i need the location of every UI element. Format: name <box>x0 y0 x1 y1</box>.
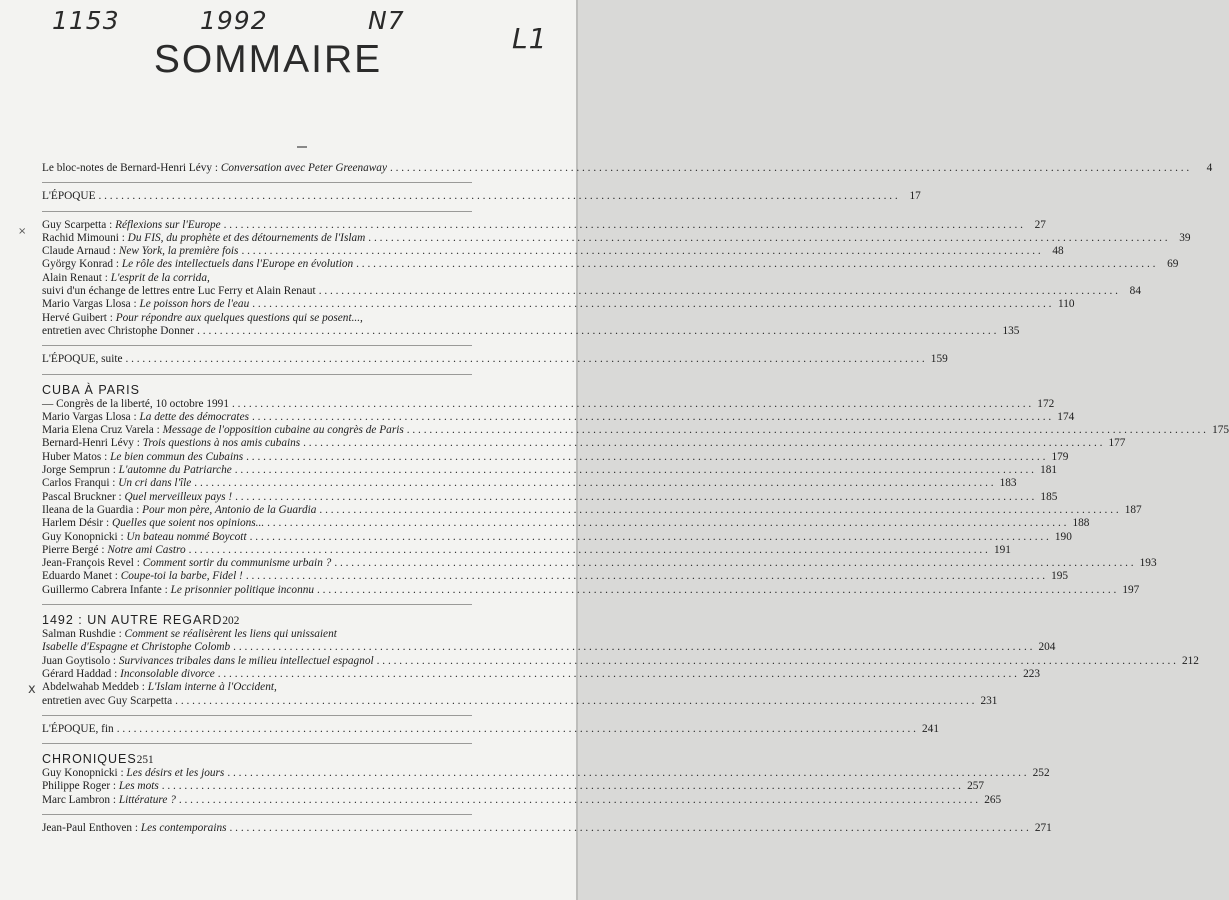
dot-leader <box>125 353 924 366</box>
entry-title: Les désirs et les jours <box>126 767 225 780</box>
entry-text <box>42 258 353 271</box>
dot-leader <box>267 517 1066 530</box>
dot-leader <box>334 557 1133 570</box>
entry-author: Hervé Guibert : <box>42 311 113 324</box>
entry-author: Mario Vargas Llosa : <box>42 410 137 423</box>
page-number: 187 <box>1124 503 1142 516</box>
page-number: 202 <box>222 615 240 628</box>
entry-text <box>42 695 172 708</box>
entry-title: Quel merveilleux pays ! <box>124 490 233 503</box>
entry-author: György Konrad : <box>42 258 119 271</box>
page-number: 159 <box>930 353 948 366</box>
entry-title: Inconsolable divorce <box>120 667 215 680</box>
entry-text <box>42 464 232 477</box>
toc-entry <box>42 231 1191 245</box>
entry-author: Claude Arnaud : <box>42 245 117 258</box>
section-divider <box>42 211 472 212</box>
toc-entry <box>42 190 921 203</box>
dot-leader <box>250 531 1049 544</box>
entry-text <box>42 162 387 175</box>
toc-entry <box>42 450 1069 464</box>
page-number: 175 <box>1212 424 1229 437</box>
dot-leader <box>246 570 1045 583</box>
page-number: 190 <box>1054 530 1072 543</box>
entry-title: Pour répondre aux quelques questions qui se posent..., <box>115 311 363 324</box>
dot-leader <box>241 245 1040 258</box>
entry-author: Carlos Franqui : <box>42 477 116 490</box>
toc-entry <box>42 162 1213 175</box>
entry-title: L'automne du Patriarche <box>118 464 232 477</box>
handwritten-note: 1992 <box>200 6 268 35</box>
entry-text <box>42 655 374 668</box>
dot-leader <box>233 641 1032 654</box>
toc-entry <box>42 503 1142 517</box>
toc-entry <box>42 780 985 793</box>
toc-entry <box>42 694 998 708</box>
toc-entry <box>42 517 1090 530</box>
page-number: 252 <box>1032 767 1050 780</box>
entry-author: Gérard Haddad : <box>42 667 118 680</box>
entry-title: L'Islam interne à l'Occident, <box>147 681 277 694</box>
page-number: 251 <box>136 754 154 767</box>
entry-author: Guillermo Cabrera Infante : <box>42 583 168 596</box>
entry-title: Le poisson hors de l'eau <box>139 298 250 311</box>
page-number: 185 <box>1040 490 1058 503</box>
entry-title: Le rôle des intellectuels dans l'Europe en évolution <box>121 258 354 271</box>
toc-entry <box>42 424 1229 437</box>
entry-text <box>42 504 316 517</box>
entry-title: Isabelle d'Espagne et Christophe Colomb <box>42 641 231 654</box>
entry-text <box>42 272 470 285</box>
entry-author: Huber Matos : <box>42 450 108 463</box>
toc-entry <box>42 767 1050 780</box>
toc-entry <box>42 298 1075 311</box>
dot-leader <box>407 424 1206 437</box>
section-heading-row <box>42 612 470 628</box>
entry-text <box>42 190 96 203</box>
entry-title: Trois questions à nos amis cubains <box>142 437 301 450</box>
toc-entry <box>42 557 1157 570</box>
handwritten-note: 1153 <box>52 6 120 35</box>
page-number: 27 <box>1034 218 1046 231</box>
entry-author: Alain Renaut : <box>42 271 108 284</box>
dot-leader <box>117 723 916 736</box>
toc-entry <box>42 218 1046 232</box>
page-number: 69 <box>1167 258 1179 271</box>
page-number: 197 <box>1122 583 1140 596</box>
section-divider <box>42 814 472 815</box>
entry-title: Comment sortir du communisme urbain ? <box>142 557 332 570</box>
entry-text <box>42 517 264 530</box>
page-number: 174 <box>1057 410 1075 423</box>
entry-text <box>42 668 215 681</box>
entry-author: suivi d'un échange de lettres entre Luc Ferry et Alain Renaut <box>42 285 316 298</box>
toc-entry <box>42 821 1052 835</box>
toc-entry <box>42 583 1140 597</box>
dot-leader <box>246 451 1045 464</box>
entry-author: Rachid Mimouni : <box>42 231 125 244</box>
section-heading: 1492 : UN AUTRE REGARD <box>42 613 223 628</box>
dot-leader <box>319 285 1118 298</box>
entry-title: Les contemporains <box>140 821 227 834</box>
dot-leader <box>368 232 1167 245</box>
page-number: 172 <box>1037 397 1055 410</box>
entry-title: Coupe-toi la barbe, Fidel ! <box>120 570 243 583</box>
toc-entry <box>42 410 1075 424</box>
toc-entry <box>42 285 1141 298</box>
dot-leader <box>224 219 1023 232</box>
page-number: 271 <box>1034 821 1052 834</box>
toc-entry <box>42 543 1011 557</box>
entry-author: Bernard-Henri Lévy : <box>42 437 140 450</box>
entry-author: Pierre Bergé : <box>42 543 105 556</box>
entry-title: Pour mon père, Antonio de la Guardia <box>142 503 317 516</box>
toc-entry <box>42 628 470 641</box>
entry-text <box>42 219 221 232</box>
page-number: 223 <box>1023 667 1041 680</box>
entry-title: Littérature ? <box>118 793 176 806</box>
entry-text <box>42 641 230 654</box>
page-title: SOMMAIRE <box>153 38 383 81</box>
decorative-dash <box>297 146 307 148</box>
entry-author: Guy Konopnicki : <box>42 530 124 543</box>
dot-leader <box>319 504 1118 517</box>
entry-title: La dette des démocrates <box>139 410 249 423</box>
entry-title: Le prisonnier politique inconnu <box>170 583 315 596</box>
page-number: 183 <box>999 477 1017 490</box>
toc-entry <box>42 272 470 285</box>
entry-author: entretien avec Christophe Donner <box>42 324 195 337</box>
dot-leader <box>235 464 1034 477</box>
page-number: 181 <box>1040 464 1058 477</box>
toc-entry <box>42 667 1041 681</box>
page-number: 231 <box>980 694 998 707</box>
entry-text <box>42 681 470 694</box>
toc-entry <box>42 654 1199 668</box>
toc-entry <box>42 570 1069 583</box>
page-number: 39 <box>1179 231 1191 244</box>
entry-text <box>42 398 229 411</box>
page-number: 193 <box>1139 557 1157 570</box>
page-number: 204 <box>1038 641 1056 654</box>
entry-author: Harlem Désir : <box>42 517 110 530</box>
margin-mark: × <box>18 226 27 237</box>
entry-text <box>42 780 159 793</box>
entry-author: L'ÉPOQUE, suite <box>42 353 123 366</box>
toc-entry <box>42 312 470 325</box>
entry-text <box>42 245 238 258</box>
toc-entry <box>42 353 948 366</box>
dot-leader <box>230 822 1029 835</box>
dot-leader <box>189 544 988 557</box>
entry-author: Pascal Bruckner : <box>42 490 122 503</box>
entry-title: Message de l'opposition cubaine au congrès de Paris <box>162 424 404 437</box>
page-number: 84 <box>1129 285 1141 298</box>
entry-author: Philippe Roger : <box>42 780 117 793</box>
handwritten-note: N7 <box>368 6 405 35</box>
entry-author: Juan Goytisolo : <box>42 654 117 667</box>
entry-text <box>42 544 186 557</box>
entry-text <box>42 312 470 325</box>
toc-entry <box>42 258 1179 271</box>
entry-author: Le bloc-notes de Bernard-Henri Lévy : <box>42 162 218 174</box>
entry-text <box>42 353 122 366</box>
entry-author: Mario Vargas Llosa : <box>42 298 137 311</box>
entry-title: Survivances tribales dans le milieu intellectuel espagnol <box>118 654 374 667</box>
page-number: 4 <box>1206 162 1213 174</box>
entry-text <box>42 557 331 570</box>
entry-text <box>42 584 314 597</box>
section-heading: CHRONIQUES <box>42 752 137 767</box>
entry-text <box>42 232 365 245</box>
toc-entry <box>42 722 939 736</box>
dot-leader <box>317 584 1116 597</box>
entry-author: L'ÉPOQUE, fin <box>42 722 114 735</box>
toc-entry <box>42 437 1126 450</box>
entry-author: L'ÉPOQUE <box>42 190 96 203</box>
entry-title: Quelles que soient nos opinions... <box>111 517 265 530</box>
page-number: 177 <box>1108 437 1126 450</box>
dot-leader <box>99 190 898 203</box>
entry-text <box>42 285 316 298</box>
toc-entry <box>42 324 1020 338</box>
entry-author: Maria Elena Cruz Varela : <box>42 424 160 437</box>
dot-leader <box>303 437 1102 450</box>
dot-leader <box>252 298 1051 311</box>
toc-entry <box>42 530 1072 544</box>
entry-author: Guy Scarpetta : <box>42 218 113 231</box>
entry-title: Notre ami Castro <box>107 543 186 556</box>
entry-text <box>42 491 232 504</box>
toc-entry <box>42 245 1064 258</box>
margin-mark: x <box>28 682 36 697</box>
entry-title: Réflexions sur l'Europe <box>115 218 221 231</box>
entry-text <box>42 628 470 641</box>
toc-entry <box>42 464 1058 477</box>
section-divider <box>42 182 472 183</box>
dot-leader <box>252 411 1051 424</box>
entry-title: Du FIS, du prophète et des détournements de l'Islam <box>127 231 366 244</box>
page-number: 212 <box>1181 654 1199 667</box>
entry-author: Ileana de la Guardia : <box>42 503 140 516</box>
page-number: 191 <box>993 543 1011 556</box>
page-number: 195 <box>1051 570 1069 583</box>
entry-author: — Congrès de la liberté, 10 octobre 1991 <box>42 397 229 410</box>
section-divider <box>42 374 472 375</box>
entry-text <box>42 767 224 780</box>
entry-title: Conversation avec Peter Greenaway <box>220 162 387 174</box>
page-number: 179 <box>1051 450 1069 463</box>
page-number: 48 <box>1052 245 1064 258</box>
entry-text <box>42 437 300 450</box>
dot-leader <box>356 258 1155 271</box>
entry-text <box>42 424 404 437</box>
page-number: 257 <box>967 780 985 793</box>
toc-entry <box>42 477 1017 490</box>
section-divider <box>42 743 472 744</box>
entry-title: Un cri dans l'île <box>118 477 192 490</box>
section-divider <box>42 604 472 605</box>
entry-title: New York, la première fois <box>118 245 239 258</box>
entry-title: Les mots <box>118 780 159 793</box>
entry-title: Comment se réalisèrent les liens qui unissaient <box>124 628 337 641</box>
dot-leader <box>235 491 1034 504</box>
dot-leader <box>232 398 1031 411</box>
section-heading-row <box>42 382 470 398</box>
dot-leader <box>390 162 1189 175</box>
toc-entry <box>42 641 1056 654</box>
dot-leader <box>197 325 996 338</box>
section-divider <box>42 345 472 346</box>
dot-leader <box>175 695 974 708</box>
dot-leader <box>377 655 1176 668</box>
entry-text <box>42 723 114 736</box>
entry-text <box>42 794 176 807</box>
entry-text <box>42 411 249 424</box>
entry-text <box>42 298 249 311</box>
page-number: 188 <box>1072 517 1090 530</box>
entry-author: Jean-François Revel : <box>42 557 140 570</box>
handwritten-note: L1 <box>512 22 548 55</box>
table-of-contents <box>42 162 1229 835</box>
page-number: 110 <box>1057 298 1075 311</box>
toc-entry <box>42 490 1058 504</box>
entry-text <box>42 570 243 583</box>
entry-text <box>42 451 243 464</box>
dot-leader <box>162 780 961 793</box>
entry-text <box>42 477 191 490</box>
page-number: 265 <box>984 793 1002 806</box>
entry-author: Jean-Paul Enthoven : <box>42 821 139 834</box>
entry-text <box>42 325 194 338</box>
dot-leader <box>179 794 978 807</box>
entry-author: entretien avec Guy Scarpetta <box>42 694 173 707</box>
toc-entry <box>42 397 1055 411</box>
entry-author: Eduardo Manet : <box>42 570 118 583</box>
entry-author: Jorge Semprun : <box>42 464 116 477</box>
page-number: 17 <box>909 190 921 203</box>
entry-text <box>42 531 247 544</box>
section-heading-row <box>42 751 470 767</box>
entry-author: Salman Rushdie : <box>42 628 122 641</box>
dot-leader <box>194 477 993 490</box>
section-divider <box>42 715 472 716</box>
toc-entry <box>42 793 1002 807</box>
dot-leader <box>218 668 1017 681</box>
entry-author: Abdelwahab Meddeb : <box>42 681 145 694</box>
entry-title: L'esprit de la corrida, <box>110 271 210 284</box>
section-heading: CUBA À PARIS <box>42 382 140 397</box>
entry-title: Le bien commun des Cubains <box>110 450 244 463</box>
page-number: 241 <box>922 722 939 735</box>
entry-author: Guy Konopnicki : <box>42 767 124 780</box>
entry-title: Un bateau nommé Boycott <box>126 530 247 543</box>
entry-text <box>42 822 227 835</box>
page-number: 135 <box>1002 324 1020 337</box>
dot-leader <box>227 767 1026 780</box>
entry-author: Marc Lambron : <box>42 793 117 806</box>
toc-entry <box>42 681 470 694</box>
